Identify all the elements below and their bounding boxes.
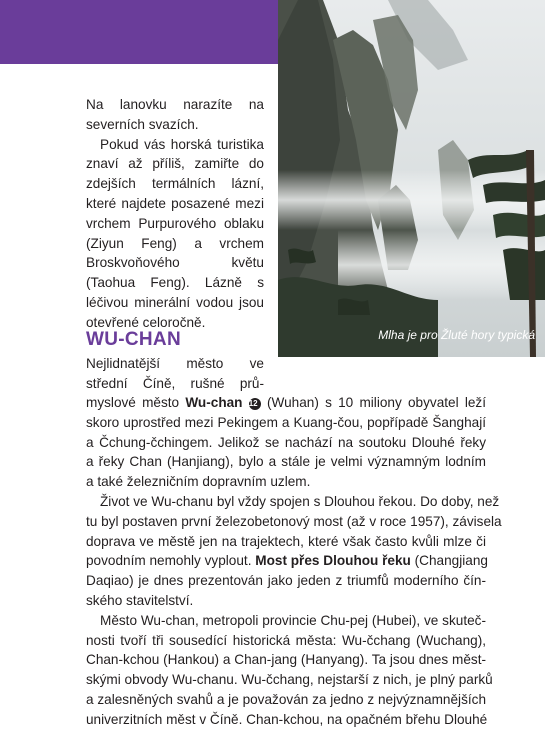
body-line: nosti tvoří tři sousedící historická města: Wu-čchang (Wuchang), [86,632,486,648]
body-line: a Čchung-čchingem. Jelikož se nachází na soutoku Dlouhé řeky [86,434,486,450]
body-text: myslové město [86,395,186,410]
body-line: Město Wu-chan, metropoli provincie Chu-pej (Hubei), ve skuteč- [100,612,486,628]
body-line: ského stavitelství. [86,592,194,608]
intro-paragraph-2: Pokud vás horská turistika znaví až příliš, zamiřte do zdejších termálních lázní, které najdete posazené mezi vrchem Purpurového oblaku (Ziyun Feng) a vrchem Broskvoňového květu (Taohua Feng). Lázně s léčivou minerální vodou jsou otevřené celoročně. [86,136,264,330]
body-line-with-marker [86,393,486,413]
body-line: Daqiao) je dnes prezentován jako jeden z triumfů moderního čín- [86,573,486,589]
body-line: Nejlidnatější město ve [86,356,264,371]
body-line: doprava ve městě jen na trajektech, které však často kvůli mlze či [86,533,486,549]
body-line: tu byl postaven první železobetonový most (až v roce 1957), závisela [86,513,502,529]
body-text: (Changjiang [410,553,488,569]
photo-caption: Mlha je pro Žluté hory typická [378,328,535,342]
place-name-wuchan: Wu-chan [185,395,243,410]
landmark-bridge-name: Most přes Dlouhou řeku [255,553,411,569]
header-color-band [0,0,278,64]
map-marker-badge: 12 [249,398,261,410]
body-line: a řeky Chan (Hanjiang), bylo a stále je velmi významným lodním [86,454,486,470]
intro-text [86,95,264,333]
body-line: Život ve Wu-chanu byl vždy spojen s Dlouhou řekou. Do doby, než [100,493,500,509]
body-line-with-bold [86,551,486,571]
body-line: a zalesněných svahů a je považován za jedno z nejvýznamnějších [86,691,486,707]
section-body [86,393,502,730]
section-opening [86,354,264,374]
intro-paragraph-1: Na lanovku narazíte na severních svazích. [86,97,264,132]
mountain-fog-illustration [278,0,545,357]
body-line: skoro uprostřed mezi Pekingem a Kuang-čou, popřípadě Šanghají [86,414,486,430]
body-line: skými obvody Wu-chanu. Wu-čchang, nejstarší z nich, je plný parků [86,672,493,688]
mountain-fog-photo [278,0,545,357]
section-opening-2 [86,374,264,394]
body-line: a také železničním dopravním uzlem. [86,474,311,490]
body-line: univerzitních měst v Číně. Chan-kchou, na opačném břehu Dlouhé [86,711,488,727]
body-line: Chan-kchou (Hankou) a Chan-jang (Hanyang). Ta jsou dnes měst- [86,652,486,668]
body-text: (Wuhan) s 10 miliony obyvatel leží [260,395,486,410]
body-text: povodním nemohly vyplout. [86,553,256,569]
body-line: střední Číně, rušné prů- [86,376,264,391]
section-heading: WU-CHAN [86,329,181,350]
